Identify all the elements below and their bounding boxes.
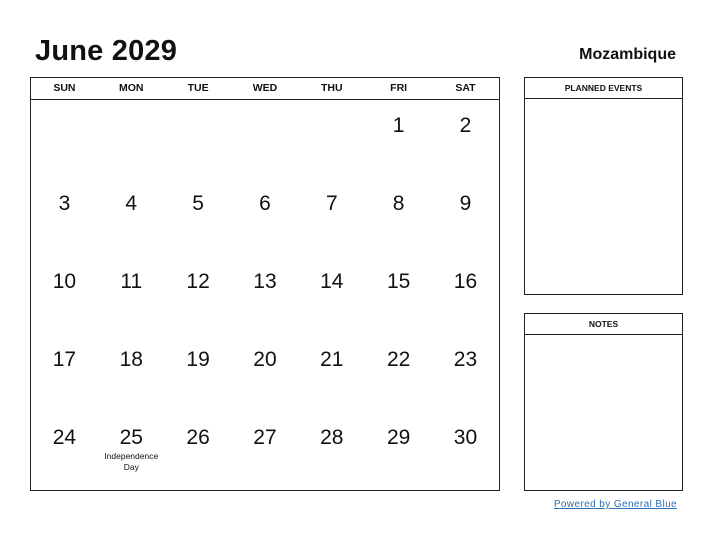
holiday-label: Independence Day: [104, 451, 159, 472]
day-number: [298, 100, 365, 114]
weekday-tue: TUE: [187, 82, 209, 94]
day-number: 6: [259, 192, 271, 215]
planned-events-panel: [524, 77, 683, 295]
day-cell: [98, 256, 165, 334]
weekday-sat: SAT: [455, 82, 476, 94]
day-number: 9: [459, 192, 472, 215]
day-number: 13: [253, 270, 277, 293]
weekday-header-row: [31, 78, 499, 100]
day-number: [98, 100, 165, 114]
day-number: 1: [392, 114, 405, 137]
day-cell: [98, 100, 165, 178]
day-cell: [98, 334, 165, 412]
day-cell: [98, 412, 165, 490]
day-cell: [298, 334, 365, 412]
day-number: 7: [325, 192, 338, 215]
day-cell: [165, 334, 232, 412]
day-number: 20: [253, 348, 277, 371]
day-cell: [432, 178, 499, 256]
day-cell: [98, 178, 165, 256]
calendar-week-row: [31, 412, 499, 490]
day-cell: [432, 256, 499, 334]
day-number: 2: [459, 114, 472, 137]
day-number: 5: [192, 192, 204, 215]
weekday-mon: MON: [119, 82, 144, 94]
page-title: June 2029: [35, 35, 178, 67]
day-cell: [432, 100, 499, 178]
day-cell: [31, 178, 98, 256]
day-number: 21: [320, 348, 344, 371]
day-number: 29: [386, 426, 411, 449]
day-number: 19: [186, 348, 210, 371]
planned-events-title: PLANNED EVENTS: [525, 78, 682, 99]
calendar-grid: [30, 77, 500, 491]
day-cell: [232, 334, 299, 412]
day-number: 28: [320, 426, 344, 449]
day-number: 18: [119, 348, 143, 371]
day-cell: [365, 412, 432, 490]
day-cell: [365, 100, 432, 178]
day-number: 22: [386, 348, 411, 371]
day-number: 26: [186, 426, 210, 449]
calendar-week-row: [31, 256, 499, 334]
day-number: 16: [453, 270, 478, 293]
day-number: 17: [52, 348, 77, 371]
day-number: 14: [320, 270, 344, 293]
day-number: 11: [120, 270, 143, 293]
weekday-sun: SUN: [53, 82, 76, 94]
day-cell: [432, 412, 499, 490]
day-number: 4: [125, 192, 138, 215]
weekday-wed: WED: [252, 82, 278, 94]
day-number: 8: [392, 192, 405, 215]
powered-by-link[interactable]: Powered by General Blue: [553, 499, 677, 510]
day-cell: [232, 178, 299, 256]
day-cell: [232, 100, 299, 178]
day-cell: [31, 412, 98, 490]
country-label: Mozambique: [579, 46, 676, 63]
notes-title: NOTES: [525, 314, 682, 335]
calendar-week-row: [31, 334, 499, 412]
day-cell: [31, 334, 98, 412]
calendar-week-row: [31, 178, 499, 256]
day-number: [232, 100, 299, 114]
day-cell: [31, 100, 98, 178]
day-cell: [232, 412, 299, 490]
day-number: 24: [52, 426, 77, 449]
calendar-weeks: [31, 100, 499, 490]
day-cell: [298, 412, 365, 490]
day-cell: [165, 256, 232, 334]
day-number: 25: [119, 426, 143, 449]
weekday-thu: THU: [321, 82, 343, 94]
day-cell: [298, 178, 365, 256]
day-number: 23: [453, 348, 478, 371]
day-number: 27: [253, 426, 277, 449]
day-number: [165, 100, 232, 114]
day-cell: [165, 412, 232, 490]
day-number: [31, 100, 98, 114]
day-cell: [365, 178, 432, 256]
day-number: 10: [52, 270, 77, 293]
day-cell: [432, 334, 499, 412]
weekday-fri: FRI: [390, 82, 408, 94]
day-number: 30: [453, 426, 478, 449]
day-cell: [365, 334, 432, 412]
day-number: 15: [386, 270, 411, 293]
calendar-week-row: [31, 100, 499, 178]
day-cell: [165, 100, 232, 178]
day-cell: [31, 256, 98, 334]
day-cell: [365, 256, 432, 334]
notes-panel: [524, 313, 683, 491]
day-cell: [232, 256, 299, 334]
day-cell: [298, 256, 365, 334]
day-cell: [165, 178, 232, 256]
day-number: 12: [186, 270, 210, 293]
day-cell: [298, 100, 365, 178]
day-number: 3: [58, 192, 71, 215]
